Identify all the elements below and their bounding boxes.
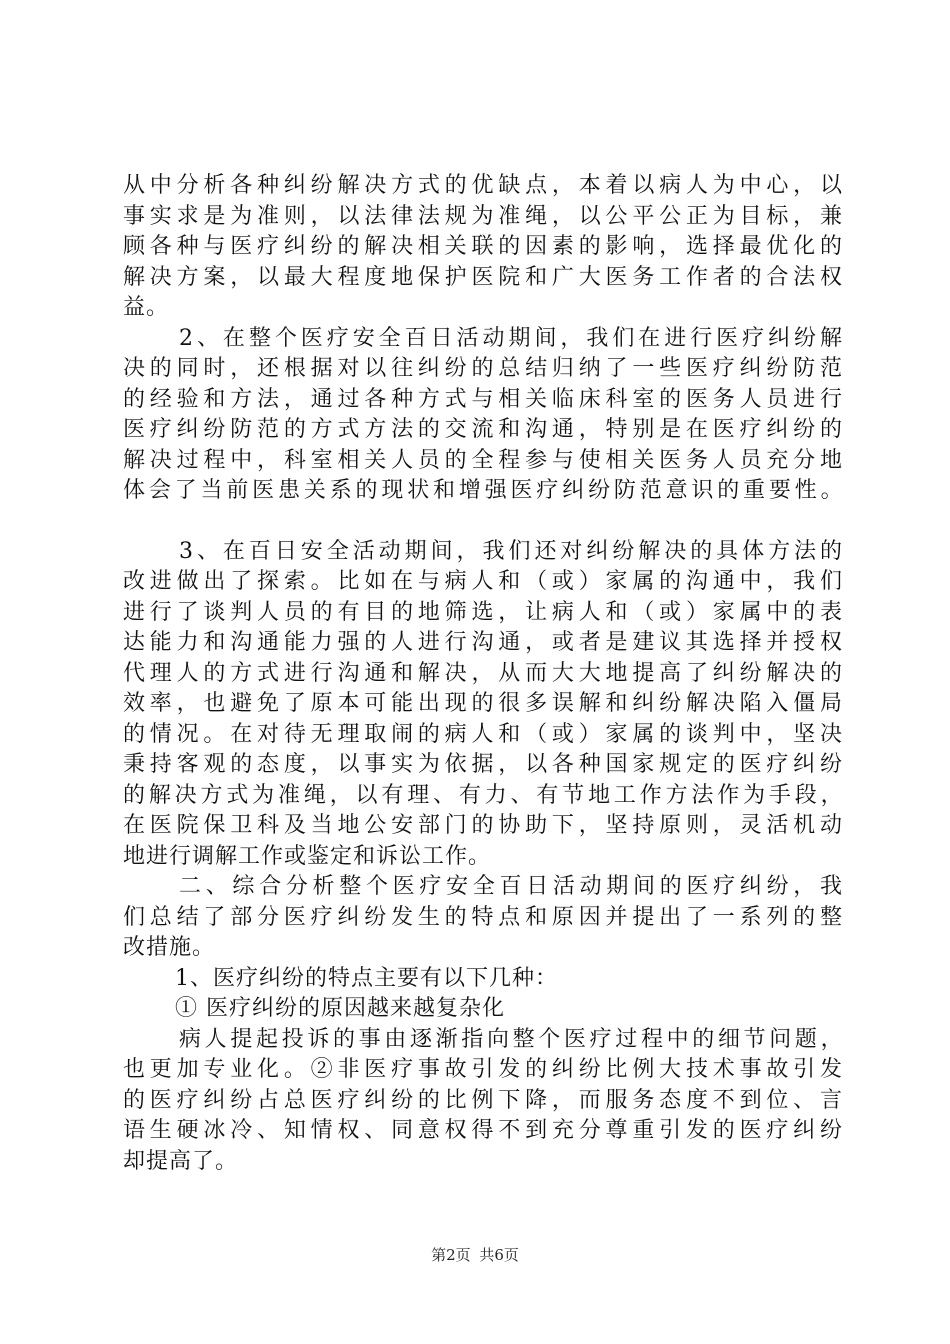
text-line: 也更加专业化。②非医疗事故引发的纠纷比例大技术事故引发 (123, 1057, 843, 1082)
text-line: 解决方案，以最大程度地保护医院和广大医务工作者的合法权 (123, 264, 843, 290)
paragraph (123, 994, 843, 1025)
text-line: 3、在百日安全活动期间，我们还对纠纷解决的具体方法的 (179, 538, 843, 564)
text-line: 代理人的方式进行沟通和解决，从而大大地提高了纠纷解决的 (123, 660, 843, 686)
text-line: 体会了当前医患关系的现状和增强医疗纠纷防范意识的重要性。 (123, 478, 843, 503)
text-line: 顾各种与医疗纠纷的解决相关联的因素的影响，选择最优化的 (123, 234, 843, 259)
text-line: 1、医疗纠纷的特点主要有以下几种： (175, 965, 558, 991)
text-line: 决的同时，还根据对以往纠纷的总结归纳了一些医疗纠纷防范 (123, 356, 843, 381)
text-line: 的情况。在对待无理取闹的病人和（或）家属的谈判中，坚决 (123, 721, 843, 747)
document-body (123, 171, 843, 1177)
text-line: 却提高了。 (123, 1148, 239, 1174)
text-line: 改措施。 (123, 935, 216, 960)
text-line: 的解决方式为准绳，以有理、有力、有节地工作方法作为手段， (123, 782, 843, 808)
text-line: 从中分析各种纠纷解决方式的优缺点，本着以病人为中心，以 (123, 173, 843, 198)
text-line: 达能力和沟通能力强的人进行沟通，或者是建议其选择并授权 (123, 630, 843, 655)
paragraph (123, 171, 843, 324)
paragraph (123, 324, 843, 507)
paragraph (123, 1025, 843, 1178)
text-line: 语生硬冰冷、知情权、同意权得不到充分尊重引发的医疗纠纷 (123, 1118, 843, 1143)
page-number-total: 共6页 (479, 1246, 519, 1264)
page-number-current: 第2页 (431, 1246, 471, 1264)
text-line: ① 医疗纠纷的原因越来越复杂化 (175, 996, 505, 1021)
text-line: 二、综合分析整个医疗安全百日活动期间的医疗纠纷，我 (179, 874, 843, 899)
text-line: 事实求是为准则，以法律法规为准绳，以公平公正为目标，兼 (123, 203, 843, 229)
text-line: 的医疗纠纷占总医疗纠纷的比例下降，而服务态度不到位、言 (123, 1087, 843, 1113)
text-line: 解决过程中，科室相关人员的全程参与使相关医务人员充分地 (123, 447, 843, 473)
text-line: 们总结了部分医疗纠纷发生的特点和原因并提出了一系列的整 (123, 904, 843, 930)
paragraph (123, 872, 843, 964)
text-line: 益。 (123, 295, 170, 320)
text-line: 效率，也避免了原本可能出现的很多误解和纠纷解决陷入僵局 (123, 691, 843, 716)
text-line: 2、在整个医疗安全百日活动期间，我们在进行医疗纠纷解 (179, 325, 843, 351)
text-line: 的经验和方法，通过各种方式与相关临床科室的医务人员进行 (123, 386, 843, 412)
text-line: 医疗纠纷防范的方式方法的交流和沟通，特别是在医疗纠纷的 (123, 417, 843, 442)
text-line: 在医院保卫科及当地公安部门的协助下，坚持原则，灵活机动 (123, 813, 843, 838)
text-line: 病人提起投诉的事由逐渐指向整个医疗过程中的细节问题， (179, 1026, 843, 1052)
paragraph-gap (123, 507, 843, 537)
page-footer (0, 1244, 950, 1265)
paragraph (123, 964, 843, 995)
paragraph (123, 537, 843, 873)
text-line: 改进做出了探索。比如在与病人和（或）家属的沟通中，我们 (123, 569, 843, 594)
text-line: 进行了谈判人员的有目的地筛选，让病人和（或）家属中的表 (123, 599, 843, 625)
text-line: 地进行调解工作或鉴定和诉讼工作。 (123, 843, 492, 869)
text-line: 秉持客观的态度，以事实为依据，以各种国家规定的医疗纠纷 (123, 752, 843, 777)
